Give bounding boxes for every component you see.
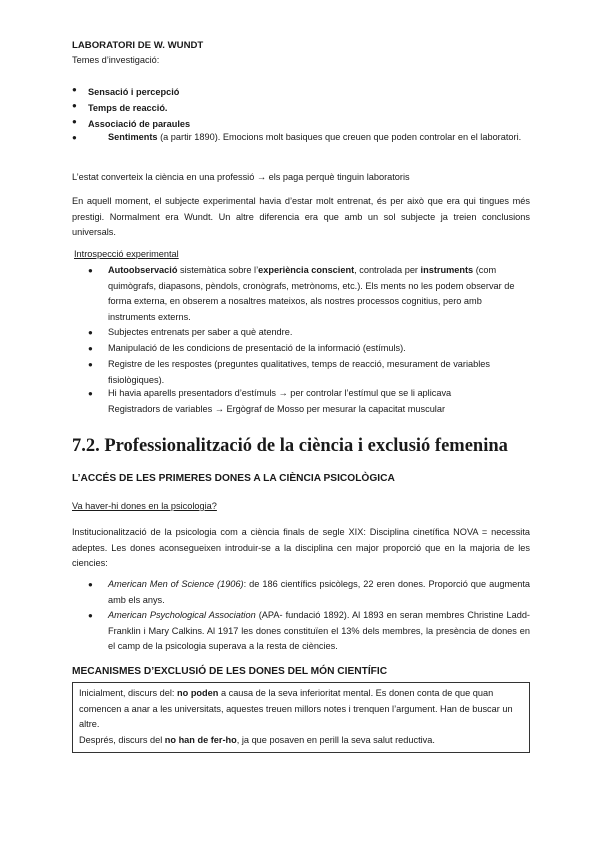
bullet-icon: ●: [88, 389, 93, 398]
list-item: ● Sentiments (a partir 1890). Emocions molt basiques que creuen que poden controlar en el laboratori.: [108, 130, 530, 146]
bullet-icon: ●: [88, 266, 93, 275]
list-item: ● Temps de reacció.: [88, 98, 530, 117]
subheading-access: L’ACCÉS DE LES PRIMERES DONES A LA CIÈNCIA PSICOLÒGICA: [72, 473, 395, 484]
bullet-icon: ●: [88, 344, 93, 353]
bullet-icon: ●: [72, 101, 77, 110]
list-item: ● Associació de paraules: [88, 114, 530, 133]
exclusion-box: [72, 682, 530, 753]
bullet-icon: ●: [72, 85, 77, 94]
section-heading: 7.2. Professionalització de la ciència i exclusió femenina: [72, 436, 508, 456]
paragraph-subject: En aquell moment, el subjecte experimental havia d’estar molt entrenat, és per això que era qui tingues més prestigi. Normalment era Wundt. Un altre diferencia era que amb un sol subjecte ja treien conclusions universals.: [72, 196, 530, 238]
themes-label: Temes d’investigació:: [72, 55, 160, 65]
list-item: ● Subjectes entrenats per saber a què atendre.: [108, 325, 530, 341]
profession-line: L’estat converteix la ciència en una professió → els paga perquè tinguin laboratoris: [72, 172, 410, 182]
lab-title: LABORATORI DE W. WUNDT: [72, 40, 204, 51]
list-item: ● American Psychological Association (APA- fundació 1892). Al 1893 en seran membres Christine Ladd-Franklin i Mary Calkins. Al 1917 les dones constituïen el 13% dels membres, la presència de dones en el camp de la psicologia superava a la resta de ciències.: [88, 610, 530, 652]
list-item: ● Registre de les respostes (preguntes qualitatives, temps de reacció, mesurament de variables fisiològiques).: [88, 359, 490, 385]
bullet-icon: ●: [88, 611, 93, 620]
list-item: ● Autoobservació sistemàtica sobre l’experiència conscient, controlada per instruments (com quimògrafs, diapasons, pèndols, cronògrafs, metrònoms, etc.). Els ments no les podem observar de forma externa, en obserem a nosaltres mateixos, als nostres processos cognitius, pero amb instruments externs.: [88, 265, 515, 322]
box-line-later: Després, discurs del no han de fer-ho, ja que posaven en perill la seva salut reductiva.: [79, 734, 435, 745]
list-item: ● Hi havia aparells presentadors d’estímuls → per controlar l’estímul que se li aplicava Registradors de variables → Ergògraf de Mosso per mesurar la capacitat muscular: [88, 388, 452, 414]
bullet-icon: ●: [72, 133, 77, 142]
subheading-exclusion: MECANISMES D’EXCLUSIÓ DE LES DONES DEL MÓN CIENTÍFIC: [72, 666, 388, 677]
bullet-icon: ●: [88, 328, 93, 337]
paragraph-institutionalization: Institucionalització de la psicologia com a ciència finals de segle XIX: Disciplina cinetífica NOVA = necessita adeptes. Les dones aconsegueixen introduir-se a la disciplina cen major proporció que en la majoria de les ciencies:: [72, 527, 530, 569]
bullet-icon: ●: [88, 360, 93, 369]
list-item: ● Manipulació de les condicions de presentació de la informació (estímuls).: [108, 341, 530, 357]
bullet-icon: ●: [72, 117, 77, 126]
introspection-title: Introspecció experimental: [74, 249, 179, 259]
list-item: ● Sensació i percepció: [88, 82, 530, 101]
question-heading: Va haver-hi dones en la psicologia?: [72, 501, 217, 511]
box-line-initial: Inicialment, discurs del: no poden a causa de la seva inferioritat mental. Es donen conta de que quan comencen a anar a les universitats, aquestes treuen millors notes i trenquen l’argument. Han de buscar un altre.: [79, 688, 513, 730]
bullet-icon: ●: [88, 580, 93, 589]
list-item: ● American Men of Science (1906): de 186 científics psicòlegs, 22 eren dones. Proporció que augmenta amb els anys.: [88, 579, 530, 605]
